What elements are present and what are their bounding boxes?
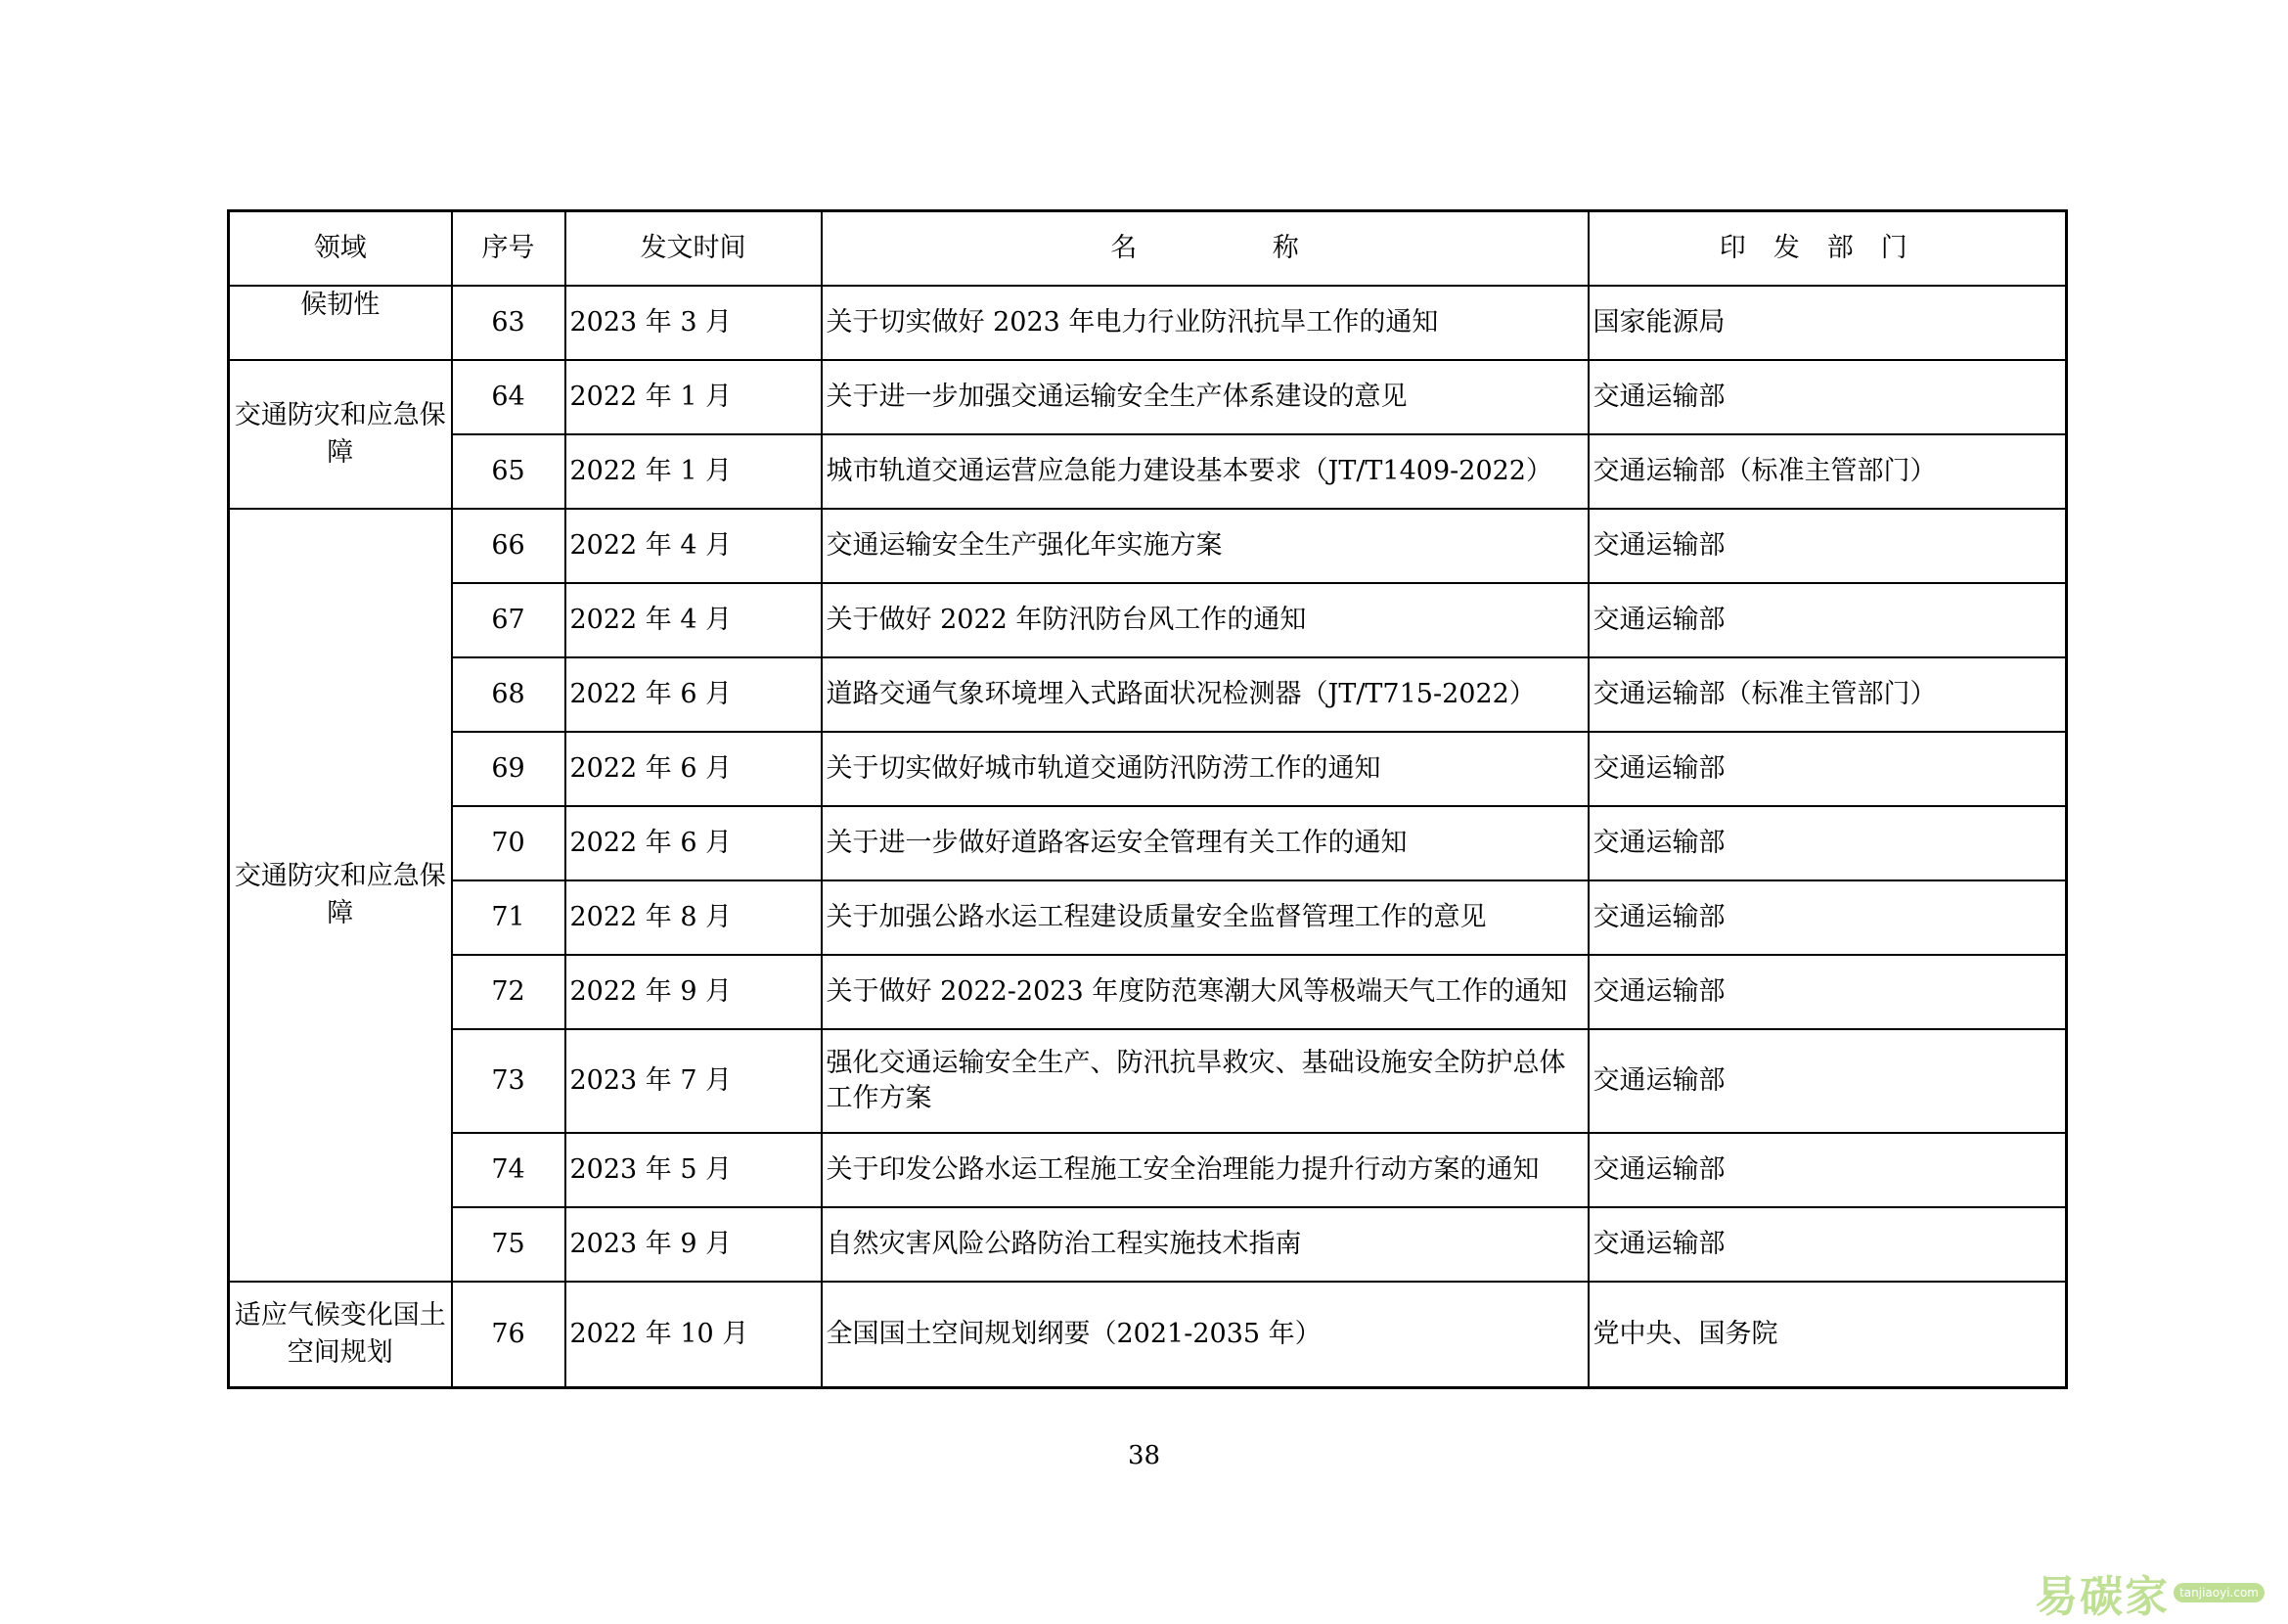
dept-cell: 交通运输部 bbox=[1589, 732, 2067, 806]
title-cell: 道路交通气象环境埋入式路面状况检测器（JT/T715-2022） bbox=[822, 657, 1589, 732]
table-row bbox=[229, 286, 2067, 360]
domain-cell: 适应气候变化国土空间规划 bbox=[229, 1282, 452, 1387]
dept-cell: 交通运输部 bbox=[1589, 880, 2067, 955]
dept-cell: 交通运输部（标准主管部门） bbox=[1589, 434, 2067, 509]
dept-cell: 交通运输部 bbox=[1589, 583, 2067, 657]
date-cell: 2023 年 9 月 bbox=[565, 1207, 822, 1282]
dept-cell: 交通运输部 bbox=[1589, 1029, 2067, 1133]
title-cell: 关于切实做好 2023 年电力行业防汛抗旱工作的通知 bbox=[822, 286, 1589, 360]
watermark-logo bbox=[2035, 1561, 2265, 1624]
date-cell: 2022 年 6 月 bbox=[565, 732, 822, 806]
table-row bbox=[229, 1133, 2067, 1207]
date-cell: 2022 年 1 月 bbox=[565, 434, 822, 509]
table-row bbox=[229, 1282, 2067, 1387]
seq-cell: 65 bbox=[452, 434, 565, 509]
watermark-badge: tanjiaoyi.com bbox=[2174, 1583, 2265, 1602]
dept-cell: 交通运输部 bbox=[1589, 955, 2067, 1029]
seq-cell: 70 bbox=[452, 806, 565, 880]
domain-cell: 交通防灾和应急保障 bbox=[229, 509, 452, 1282]
seq-cell: 75 bbox=[452, 1207, 565, 1282]
date-cell: 2023 年 3 月 bbox=[565, 286, 822, 360]
title-cell: 关于加强公路水运工程建设质量安全监督管理工作的意见 bbox=[822, 880, 1589, 955]
document-table bbox=[227, 209, 2068, 1389]
dept-cell: 党中央、国务院 bbox=[1589, 1282, 2067, 1387]
date-cell: 2022 年 8 月 bbox=[565, 880, 822, 955]
seq-cell: 68 bbox=[452, 657, 565, 732]
date-cell: 2022 年 10 月 bbox=[565, 1282, 822, 1387]
table-row bbox=[229, 955, 2067, 1029]
seq-cell: 74 bbox=[452, 1133, 565, 1207]
domain-cell: 候韧性 bbox=[229, 286, 452, 360]
date-cell: 2022 年 4 月 bbox=[565, 509, 822, 583]
seq-cell: 64 bbox=[452, 360, 565, 434]
table-row bbox=[229, 509, 2067, 583]
dept-cell: 交通运输部 bbox=[1589, 1207, 2067, 1282]
seq-cell: 67 bbox=[452, 583, 565, 657]
header-name: 名 称 bbox=[822, 211, 1589, 287]
page-number: 38 bbox=[1127, 1441, 1161, 1470]
date-cell: 2022 年 9 月 bbox=[565, 955, 822, 1029]
table-row bbox=[229, 657, 2067, 732]
header-domain: 领域 bbox=[229, 211, 452, 287]
header-seq: 序号 bbox=[452, 211, 565, 287]
title-cell: 关于做好 2022-2023 年度防范寒潮大风等极端天气工作的通知 bbox=[822, 955, 1589, 1029]
dept-cell: 国家能源局 bbox=[1589, 286, 2067, 360]
header-dept: 印发部门 bbox=[1589, 211, 2067, 287]
table-row bbox=[229, 1207, 2067, 1282]
title-cell: 全国国土空间规划纲要（2021-2035 年） bbox=[822, 1282, 1589, 1387]
title-cell: 关于切实做好城市轨道交通防汛防涝工作的通知 bbox=[822, 732, 1589, 806]
date-cell: 2022 年 4 月 bbox=[565, 583, 822, 657]
table-row bbox=[229, 880, 2067, 955]
watermark-text: 易碳家 bbox=[2035, 1572, 2171, 1622]
table-row bbox=[229, 583, 2067, 657]
title-cell: 关于进一步做好道路客运安全管理有关工作的通知 bbox=[822, 806, 1589, 880]
table-row bbox=[229, 434, 2067, 509]
table-row bbox=[229, 360, 2067, 434]
date-cell: 2022 年 6 月 bbox=[565, 806, 822, 880]
domain-cell: 交通防灾和应急保障 bbox=[229, 360, 452, 509]
dept-cell: 交通运输部 bbox=[1589, 806, 2067, 880]
seq-cell: 63 bbox=[452, 286, 565, 360]
dept-cell: 交通运输部 bbox=[1589, 1133, 2067, 1207]
header-date: 发文时间 bbox=[565, 211, 822, 287]
table-row bbox=[229, 732, 2067, 806]
title-cell: 关于印发公路水运工程施工安全治理能力提升行动方案的通知 bbox=[822, 1133, 1589, 1207]
seq-cell: 73 bbox=[452, 1029, 565, 1133]
seq-cell: 69 bbox=[452, 732, 565, 806]
date-cell: 2022 年 1 月 bbox=[565, 360, 822, 434]
title-cell: 自然灾害风险公路防治工程实施技术指南 bbox=[822, 1207, 1589, 1282]
table-row bbox=[229, 806, 2067, 880]
seq-cell: 71 bbox=[452, 880, 565, 955]
dept-cell: 交通运输部 bbox=[1589, 360, 2067, 434]
title-cell: 强化交通运输安全生产、防汛抗旱救灾、基础设施安全防护总体工作方案 bbox=[822, 1029, 1589, 1133]
title-cell: 城市轨道交通运营应急能力建设基本要求（JT/T1409-2022） bbox=[822, 434, 1589, 509]
date-cell: 2023 年 5 月 bbox=[565, 1133, 822, 1207]
seq-cell: 66 bbox=[452, 509, 565, 583]
date-cell: 2023 年 7 月 bbox=[565, 1029, 822, 1133]
title-cell: 关于做好 2022 年防汛防台风工作的通知 bbox=[822, 583, 1589, 657]
date-cell: 2022 年 6 月 bbox=[565, 657, 822, 732]
title-cell: 关于进一步加强交通运输安全生产体系建设的意见 bbox=[822, 360, 1589, 434]
seq-cell: 72 bbox=[452, 955, 565, 1029]
title-cell: 交通运输安全生产强化年实施方案 bbox=[822, 509, 1589, 583]
dept-cell: 交通运输部 bbox=[1589, 509, 2067, 583]
dept-cell: 交通运输部（标准主管部门） bbox=[1589, 657, 2067, 732]
table-row bbox=[229, 1029, 2067, 1133]
seq-cell: 76 bbox=[452, 1282, 565, 1387]
table-header-row bbox=[229, 211, 2067, 287]
